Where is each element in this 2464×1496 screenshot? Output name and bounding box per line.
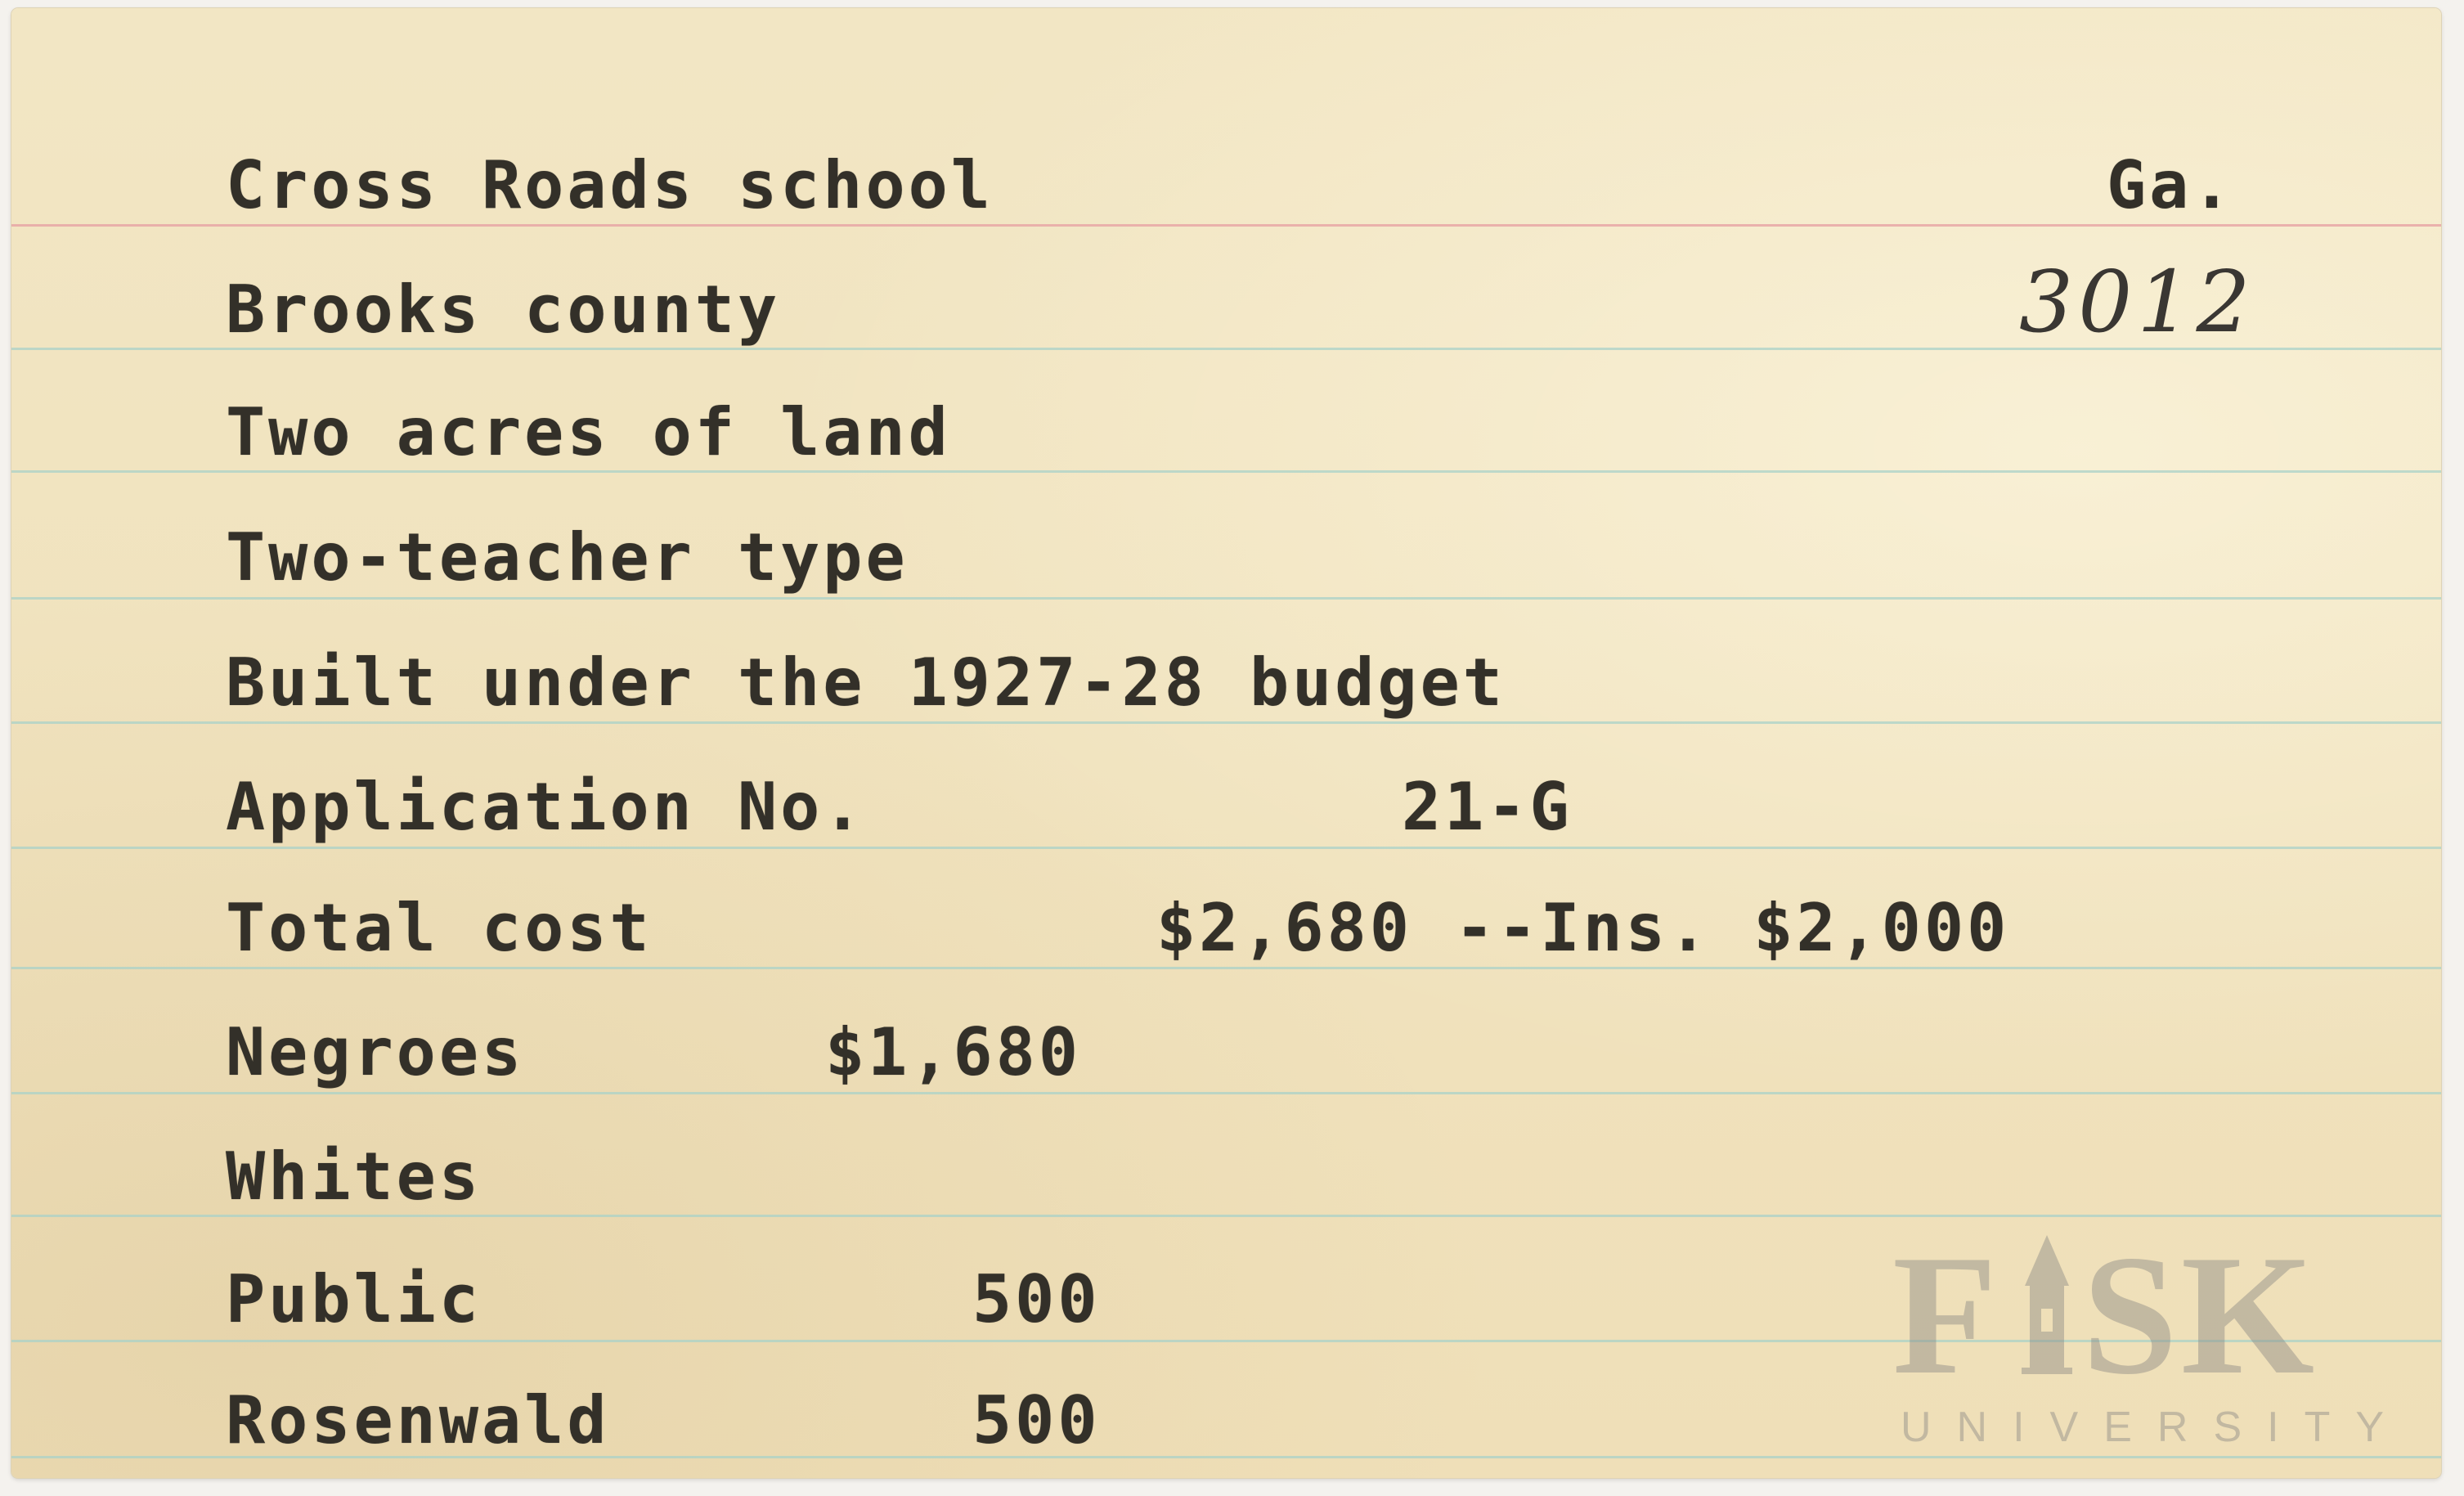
handwritten-catalog-number: 3012 [2019, 252, 2255, 352]
whites-label: Whites [226, 1139, 482, 1215]
ruled-line [11, 967, 2441, 969]
logo-name-sk: SK [2082, 1227, 2318, 1410]
ruled-line [11, 470, 2441, 473]
fisk-university-logo [1892, 1227, 2432, 1456]
budget-year: Built under the 1927-28 budget [226, 645, 1506, 721]
ruled-line [11, 721, 2441, 724]
public-label: Public [226, 1261, 482, 1337]
state-abbreviation: Ga. [2107, 147, 2235, 223]
application-number: 21-G [1402, 769, 1573, 845]
application-label: Application No. [226, 769, 866, 845]
county: Brooks county [226, 272, 781, 348]
tower-icon [2022, 1235, 2072, 1374]
ruled-line [11, 597, 2441, 600]
logo-subtitle: UNIVERSITY [1901, 1404, 2410, 1451]
negroes-contribution: $1,680 [825, 1014, 1081, 1090]
rosenwald-contribution: 500 [972, 1382, 1101, 1458]
ruled-line [11, 1092, 2441, 1094]
rosenwald-label: Rosenwald [226, 1382, 610, 1458]
header-rule [11, 224, 2441, 227]
logo-wordmark [1892, 1227, 2409, 1451]
total-cost-label: Total cost [226, 890, 653, 966]
public-contribution: 500 [972, 1261, 1101, 1337]
ruled-line [11, 1215, 2441, 1217]
negroes-label: Negroes [226, 1014, 525, 1090]
ruled-line [11, 847, 2441, 849]
school-name: Cross Roads school [226, 147, 994, 223]
total-cost-value: $2,680 --Ins. $2,000 [1156, 890, 2010, 966]
logo-name-f: F [1892, 1227, 2001, 1410]
school-type: Two-teacher type [226, 519, 909, 595]
land-acreage: Two acres of land [226, 394, 951, 470]
index-card [11, 8, 2441, 1478]
